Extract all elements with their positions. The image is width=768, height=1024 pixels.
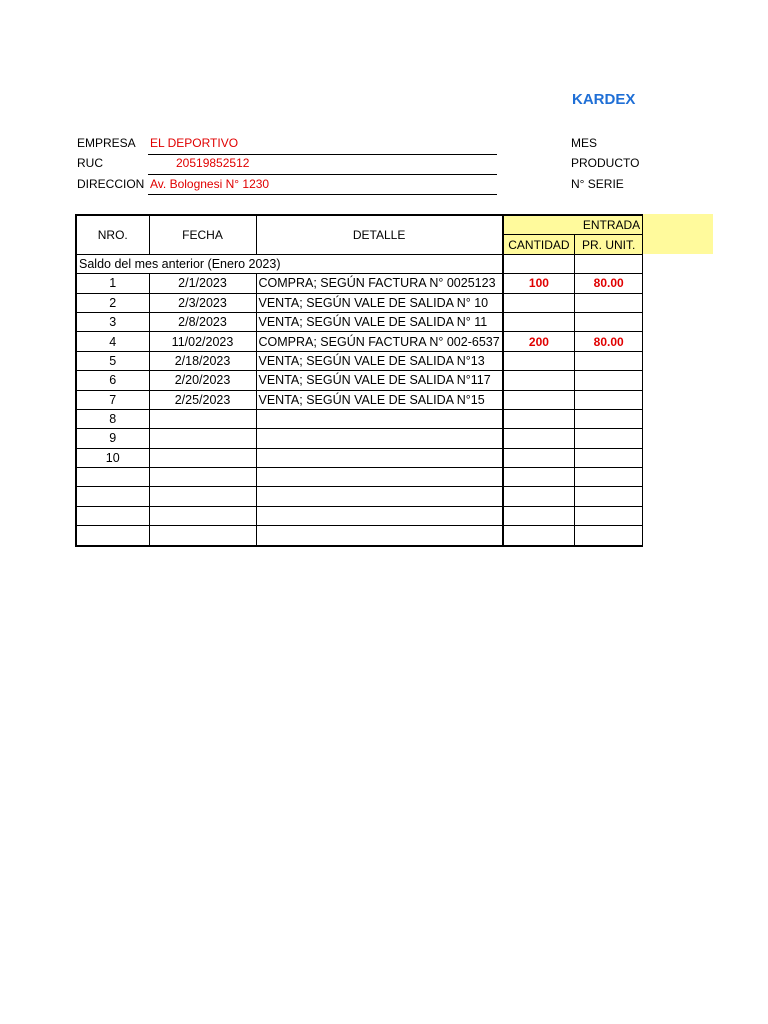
row-pr-unit [575, 312, 643, 331]
row-pr-unit [575, 526, 643, 546]
column-header-pr-unit: PR. UNIT. [575, 235, 643, 254]
table-cell [503, 254, 575, 273]
row-fecha [149, 448, 256, 467]
entrada-highlight [637, 214, 713, 254]
row-nro [76, 468, 149, 487]
row-detalle: VENTA; SEGÚN VALE DE SALIDA N° 10 [256, 293, 503, 312]
row-fecha [149, 429, 256, 448]
row-nro: 10 [76, 448, 149, 467]
empresa-value: EL DEPORTIVO [150, 136, 239, 150]
table-row [76, 468, 643, 487]
row-nro: 1 [76, 274, 149, 293]
row-fecha: 2/18/2023 [149, 351, 256, 370]
column-header-nro: NRO. [76, 215, 149, 254]
row-detalle: VENTA; SEGÚN VALE DE SALIDA N°15 [256, 390, 503, 409]
row-nro: 3 [76, 312, 149, 331]
row-pr-unit [575, 448, 643, 467]
row-pr-unit [575, 487, 643, 506]
row-detalle: COMPRA; SEGÚN FACTURA N° 002-6537 [256, 332, 503, 351]
row-detalle: VENTA; SEGÚN VALE DE SALIDA N°13 [256, 351, 503, 370]
row-detalle: COMPRA; SEGÚN FACTURA N° 0025123 [256, 274, 503, 293]
row-fecha: 2/25/2023 [149, 390, 256, 409]
direccion-label: DIRECCION [77, 177, 145, 191]
row-cantidad [503, 293, 575, 312]
row-nro: 8 [76, 409, 149, 428]
row-pr-unit: 80.00 [575, 274, 643, 293]
row-pr-unit [575, 468, 643, 487]
row-nro: 4 [76, 332, 149, 351]
row-pr-unit [575, 506, 643, 525]
row-cantidad [503, 468, 575, 487]
row-nro: 2 [76, 293, 149, 312]
table-row [76, 487, 643, 506]
row-detalle [256, 487, 503, 506]
row-nro [76, 506, 149, 525]
row-fecha: 2/1/2023 [149, 274, 256, 293]
table-row [76, 293, 643, 312]
row-nro: 7 [76, 390, 149, 409]
row-detalle [256, 409, 503, 428]
row-pr-unit [575, 409, 643, 428]
row-cantidad [503, 429, 575, 448]
row-fecha: 2/3/2023 [149, 293, 256, 312]
table-row [76, 371, 643, 390]
row-cantidad [503, 390, 575, 409]
row-pr-unit [575, 293, 643, 312]
row-nro: 5 [76, 351, 149, 370]
direccion-underline [148, 194, 497, 195]
table-row [76, 332, 643, 351]
empresa-label: EMPRESA [77, 136, 136, 150]
row-detalle [256, 468, 503, 487]
row-detalle: VENTA; SEGÚN VALE DE SALIDA N°117 [256, 371, 503, 390]
row-pr-unit [575, 371, 643, 390]
serie-label: N° SERIE [571, 177, 624, 191]
row-detalle: VENTA; SEGÚN VALE DE SALIDA N° 11 [256, 312, 503, 331]
ruc-label: RUC [77, 156, 103, 170]
row-pr-unit [575, 429, 643, 448]
direccion-value: Av. Bolognesi N° 1230 [150, 177, 270, 191]
column-header-entrada: ENTRADA [503, 215, 643, 235]
column-header-detalle: DETALLE [256, 215, 503, 254]
row-detalle [256, 506, 503, 525]
saldo-label: Saldo del mes anterior (Enero 2023) [79, 256, 281, 271]
saldo-row [76, 254, 643, 273]
row-nro [76, 526, 149, 546]
row-nro [76, 487, 149, 506]
column-header-cantidad: CANTIDAD [503, 235, 575, 254]
row-fecha: 2/20/2023 [149, 371, 256, 390]
row-fecha: 2/8/2023 [149, 312, 256, 331]
row-cantidad [503, 526, 575, 546]
producto-label: PRODUCTO [571, 156, 640, 170]
table-row [76, 526, 643, 546]
ruc-value: 20519852512 [176, 156, 250, 170]
row-cantidad [503, 487, 575, 506]
row-fecha [149, 468, 256, 487]
saldo-cell [76, 254, 503, 273]
row-cantidad: 200 [503, 332, 575, 351]
row-cantidad [503, 351, 575, 370]
row-fecha [149, 526, 256, 546]
row-cantidad [503, 409, 575, 428]
table-row [76, 409, 643, 428]
mes-label: MES [571, 136, 598, 150]
row-cantidad [503, 448, 575, 467]
page-title: KARDEX [572, 91, 636, 108]
ruc-underline [148, 174, 497, 175]
row-cantidad [503, 506, 575, 525]
table-row [76, 351, 643, 370]
table-row [76, 274, 643, 293]
row-detalle [256, 526, 503, 546]
table-row [76, 312, 643, 331]
row-detalle [256, 429, 503, 448]
row-detalle [256, 448, 503, 467]
row-pr-unit [575, 390, 643, 409]
kardex-table [75, 214, 643, 547]
row-fecha [149, 409, 256, 428]
row-cantidad [503, 312, 575, 331]
row-pr-unit: 80.00 [575, 332, 643, 351]
row-fecha: 11/02/2023 [149, 332, 256, 351]
column-header-fecha: FECHA [149, 215, 256, 254]
table-row [76, 429, 643, 448]
row-fecha [149, 487, 256, 506]
row-cantidad: 100 [503, 274, 575, 293]
row-fecha [149, 506, 256, 525]
row-nro: 6 [76, 371, 149, 390]
row-nro: 9 [76, 429, 149, 448]
table-row [76, 506, 643, 525]
empresa-underline [148, 154, 497, 155]
table-cell [575, 254, 643, 273]
table-row [76, 448, 643, 467]
table-row [76, 390, 643, 409]
row-cantidad [503, 371, 575, 390]
row-pr-unit [575, 351, 643, 370]
